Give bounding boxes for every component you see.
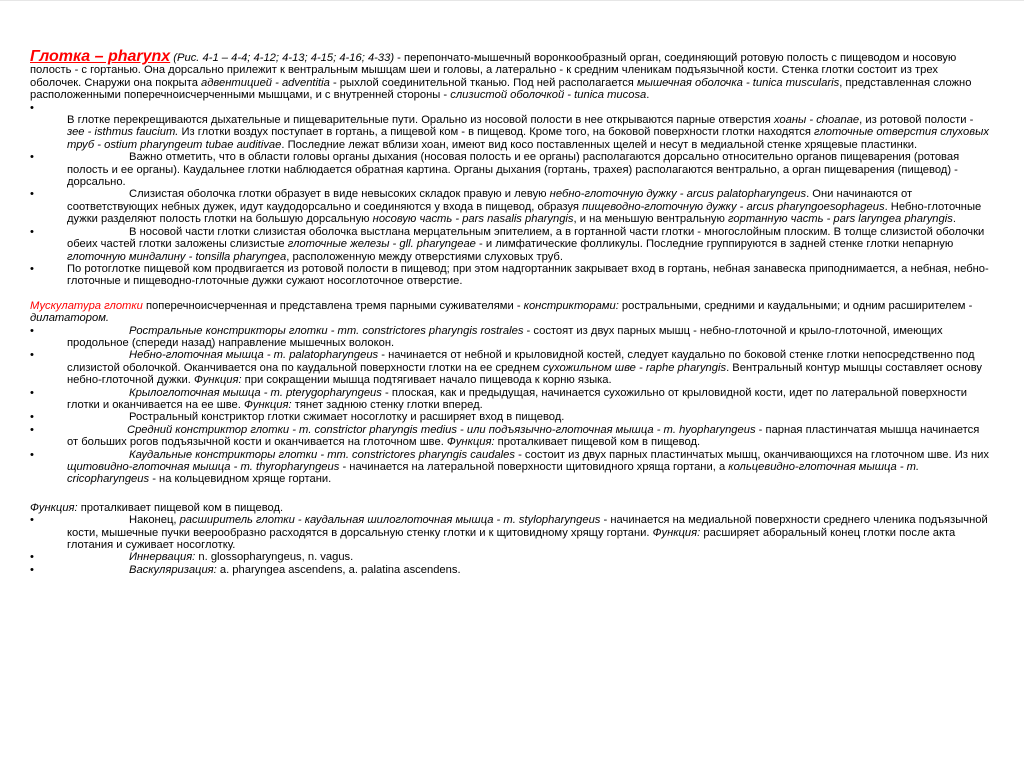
function-label: Функция: [446, 436, 495, 449]
term-gll-pharyngeae: глоточные железы - gll. pharyngeae [287, 238, 476, 251]
term-thyropharyngeus: щитовидно-глоточная мышца - m. thyropharyngeus [67, 461, 340, 473]
text: Наконец, [129, 514, 180, 527]
bullet: • [30, 324, 34, 337]
text: проталкивает пищевой ком в пищевод. [494, 436, 701, 449]
text: Ростральный констриктор глотки сжимает носоглотку и расширяет вход в пищевод. [129, 411, 565, 424]
text: - на кольцевидном хряще гортани. [149, 473, 332, 486]
term-pars-nasalis: носовую часть - pars nasalis pharyngis [372, 213, 574, 226]
text: поперечноисчерченная и представлена тремя парными суживателями - [142, 299, 524, 312]
figure-refs: (Рис. 4-1 – 4-4; 4-12; 4-13; 4-15; 4-16; 4-33) [173, 52, 395, 64]
text: , из ротовой полости - [859, 114, 974, 127]
function-label: Функция: [652, 526, 701, 539]
text: . Вентральный контур мышцы составляет основу небно-глоточной дужки. [67, 361, 983, 387]
term-tunica-mucosa: слизистой оболочкой - tunica mucosa [450, 89, 647, 102]
innervation-label: Иннервация: [129, 551, 196, 564]
term-raphe-pharyngis: сухожильном шве - raphe pharyngis [543, 361, 727, 374]
text: . Небно-глоточные дужки разделяют полость глотки на большую дорсальную [67, 200, 982, 226]
list-item-crossing-paths [30, 114, 990, 151]
term-arcus-palatopharyngeus: небно-глоточную дужку - arcus palatopharyngeus [549, 188, 807, 201]
text: , расположенную между отверстиями слуховых труб. [286, 250, 563, 263]
musculature-paragraph [30, 300, 990, 325]
bullet: • [30, 423, 34, 436]
list-item-rostral-constrictors [30, 325, 990, 350]
list-item-oropharynx [30, 263, 990, 288]
text: тянет заднюю стенку глотки вперед. [291, 398, 483, 411]
intro-text-4: . [646, 89, 650, 102]
list-item-middle-constrictor [30, 424, 990, 449]
function-label: Функция: [30, 501, 78, 514]
term-adventitia: адвентицией - adventitia [201, 76, 330, 89]
term-tunica-muscularis: мышечная оболочка - tunica muscularis [636, 76, 840, 89]
list-item-caudal-constrictors [30, 449, 990, 486]
term-constrictors: констрикторами: [523, 299, 619, 312]
text: Из глотки воздух поступает в гортань, а пищевой ком - в пищевод. Кроме того, на боковой поверхности глотки находятся [178, 126, 815, 139]
text: , и на меньшую вентральную [573, 213, 728, 226]
text: проталкивает пищевой ком в пищевод. [77, 501, 284, 514]
term-choanae: хоаны - choanae [773, 114, 860, 127]
title-pharynx: Глотка – pharynx [30, 48, 171, 65]
bullet: • [30, 101, 34, 114]
text: - начинается от небной и крыловидной костей, следует каудально по боковой стенке глотки непосредственно под слизистой оболочкой. Оканчивается она по каудальной поверхности глотки на ее среднем [67, 349, 975, 374]
bullet: • [30, 151, 34, 164]
list-item-mucosa-arches [30, 188, 990, 225]
list-item-respiratory-order [30, 151, 990, 188]
text: n. glossopharyngeus, n. vagus. [195, 551, 354, 564]
term-isthmus-faucium: зее - isthmus faucium. [67, 126, 179, 139]
text: при сокращении мышца подтягивает начало пищевода к корню языка. [241, 374, 612, 387]
bullet: • [30, 225, 34, 238]
bullet: • [30, 551, 34, 564]
intro-text-1: - перепончато-мышечный воронкообразный орган, соединяющий ротовую полость с пищеводом и носовую полость - с гортанью. Она дорсально прилежит к вентральным мышцам шеи и головы, а латерально - к средним членикам подъязычной кости. Стенка глотки состоит из трех оболочек. Снаружи она покрыта [30, 52, 957, 89]
list-item-epithelium [30, 226, 990, 263]
text: a. pharyngea ascendens, a. palatina ascendens. [216, 563, 461, 576]
section-title-musculature: Мускулатура глотки [30, 299, 143, 312]
text: В глотке перекрещиваются дыхательные и пищеварительные пути. Орально из носовой полости в нее открываются парные отверстия [67, 114, 774, 127]
term-tonsilla-pharyngea: глоточную миндалину - tonsilla pharyngea [67, 250, 287, 263]
list-item-vascularization [30, 564, 990, 576]
text: Важно отметить, что в области головы органы дыхания (носовая полость и ее органы) располагаются дорсально относительно органов пищеварения (ротовая полость и ее органы). Каудальнее глотки наблюдается обратная картина. Органы дыхания (гортань, трахея) располагаются вентрально, а орган пищеварения (пищевод) - дорсально. [67, 151, 960, 189]
text: - плоская, как и предыдущая, начинается сухожильно от крыловидной кости, идет по латеральной поверхности глотки и оканчивается на ее шве. [67, 386, 967, 411]
intro-text-3: , представленная сложно расположенными поперечноисчерченными мышцами, и с внутренней стороны - [30, 76, 972, 102]
text: расширяет аборальный конец глотки после акта глотания и суживает носоглотку. [67, 526, 956, 552]
term-arcus-pharyngoesophageus: пищеводно-глоточную дужку - arcus pharyngoesophageus [582, 200, 885, 213]
text: ростральными, средними и каудальными; и одним расширителем - [618, 299, 973, 312]
term-cricopharyngeus: кольцевидно-глоточная мышца - m. cricopharyngeus [67, 461, 920, 486]
list-item-pterygopharyngeus [30, 387, 990, 412]
bullet: • [30, 386, 34, 399]
text: - начинается на медиальной поверхности среднего членика подъязычной кости, мышечные пучки веерообразно расходятся в дорсальную стенку глотки и к щитовидному хрящу гортани. [67, 514, 988, 539]
bullet: • [30, 448, 34, 461]
term-rostral-constrictors: Ростральные констрикторы глотки - mm. constrictores pharyngis rostrales [129, 324, 524, 337]
function-label: Функция: [243, 398, 292, 411]
text: По ротоглотке пищевой ком продвигается из ротовой полости в пищевод; при этом надгортанник закрывает вход в гортань, небная занавеска приподнимается, а небная, небно-глоточные и пищеводно-глоточные дужки сужают носоглоточное отверстие. [67, 262, 989, 288]
term-pterygopharyngeus: Крылоглоточная мышца - m. pterygopharyngeus [129, 386, 382, 399]
bullet: • [30, 411, 34, 424]
list-item-rostral-summary [30, 411, 990, 423]
list-item-stylopharyngeus [30, 514, 990, 551]
bullet: • [30, 262, 34, 275]
text: Слизистая оболочка глотки образует в виде невысоких складок правую и левую [129, 188, 550, 201]
bullet: • [30, 349, 34, 362]
text: - и лимфатические фолликулы. Последние группируются в задней стенке глотки непарную [475, 238, 954, 251]
text: . Последние лежат вблизи хоан, имеют вид косо поставленных щелей и несут в медиальной стенке хрящевые пластинки. [281, 138, 918, 151]
bullet: • [30, 563, 34, 576]
function-label: Функция: [193, 374, 242, 387]
term-stylopharyngeus: расширитель глотки - каудальная шилоглоточная мышца - m. stylopharyngeus [179, 514, 601, 527]
text: . [952, 213, 956, 226]
term-caudal-constrictors: Каудальные констрикторы глотки - mm. constrictores pharyngis caudales [129, 448, 515, 461]
text: . Они начинаются от соответствующих небных дужек, идут каудодорсально и соединяются у входа в пищевод, образуя [67, 188, 913, 213]
vascularization-label: Васкуляризация: [129, 563, 217, 576]
text: - состоит из двух парных пластинчатых мышц, оканчивающихся на глоточном шве. Из них [514, 448, 990, 461]
intro-paragraph [30, 48, 990, 102]
term-palatopharyngeus: Небно-глоточная мышца - m. palatopharyngeus [129, 349, 379, 362]
term-ostium-pharyngeum: глоточные отверстия слуховых труб - ostium pharyngeum tubae auditivae [67, 126, 989, 151]
intro-text-2: - рыхлой соединительной тканью. Под ней располагается [329, 76, 637, 89]
list-item-palatopharyngeus [30, 349, 990, 386]
term-dilatator: дилататором. [30, 312, 109, 325]
bullet: • [30, 188, 34, 201]
list-item-empty [30, 102, 990, 114]
document-body [30, 48, 990, 576]
list-item-innervation [30, 551, 990, 563]
text: - парная пластинчатая мышца начинается от больших рогов подъязычной кости и оканчивается на глоточном шве. [67, 423, 980, 449]
text: - состоят из двух парных мышц - небно-глоточной и крыло-глоточной, имеющих продольное (спереди назад) направление мышечных волокон. [67, 324, 943, 349]
term-pars-laryngea: гортанную часть - pars laryngea pharyngis [728, 213, 953, 226]
bullet: • [30, 514, 34, 527]
text: В носовой части глотки слизистая оболочка выстлана мерцательным эпителием, а в гортанной части глотки - многослойным плоским. В толще слизистой оболочки обеих частей глотки заложены слизистые [67, 225, 985, 251]
function-paragraph [30, 502, 990, 514]
text: - начинается на латеральной поверхности щитовидного хряща гортани, а [339, 461, 729, 473]
term-hyopharyngeus: Средний констриктор глотки - m. constrictor pharyngis medius - или подъязычно-глоточная мышца - m. hyopharyngeus [127, 423, 756, 436]
